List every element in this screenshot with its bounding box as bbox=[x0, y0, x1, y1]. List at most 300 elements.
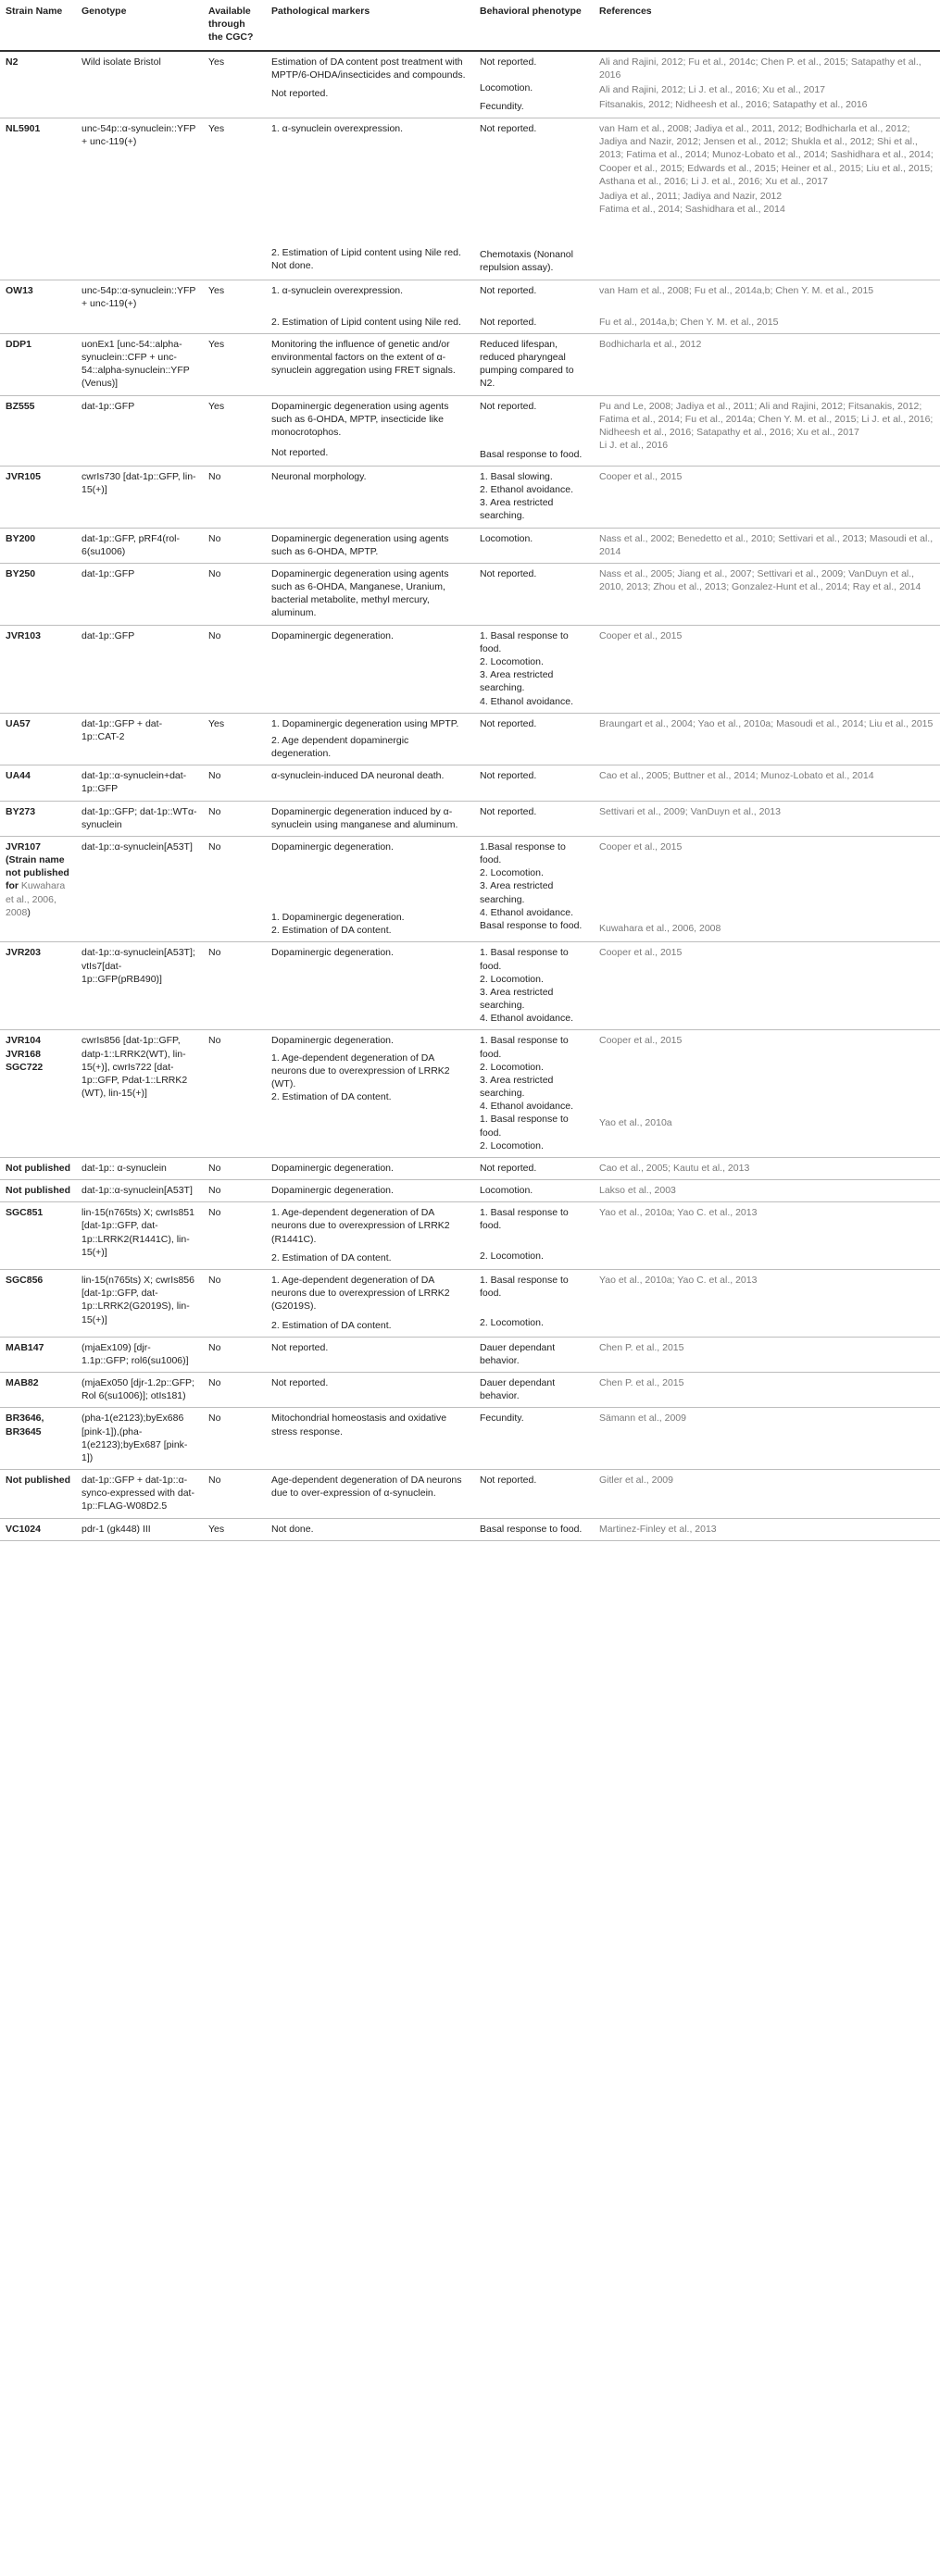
cgc-availability-cell: Yes bbox=[203, 1518, 266, 1540]
pathological-marker-cell bbox=[266, 563, 474, 625]
strain-name: BZ555 bbox=[6, 400, 35, 412]
behavioral-phenotype: 1. Basal response to food. 2. Locomotion. 3. Area restricted searching. 4. Ethanol avoidance. bbox=[480, 947, 573, 1025]
behavioral-phenotype: 1. Basal response to food. 2. Locomotion. 3. Area restricted searching. 4. Ethanol avoidance. bbox=[480, 1035, 573, 1113]
table-row bbox=[0, 1373, 940, 1408]
reference[interactable]: Fu et al., 2014a,b; Chen Y. M. et al., 2015 bbox=[599, 316, 779, 328]
table-row bbox=[0, 466, 940, 528]
pathological-marker-cell bbox=[266, 118, 474, 280]
behavioral-phenotype: Fecundity. bbox=[480, 100, 524, 112]
genotype-cell: dat-1p::GFP + dat-1p::α-synco-expressed with dat-1p::FLAG-W08D2.5 bbox=[76, 1470, 203, 1519]
reference[interactable]: Li J. et al., 2016 bbox=[599, 440, 669, 452]
reference-cell bbox=[594, 1180, 940, 1202]
reference-link[interactable]: Kuwahara et al., 2006, 2008 bbox=[6, 880, 66, 918]
behavioral-phenotype: Reduced lifespan, reduced pharyngeal pumping compared to N2. bbox=[480, 338, 574, 390]
behavioral-phenotype-cell bbox=[474, 1373, 594, 1408]
cgc-availability-cell: No bbox=[203, 466, 266, 528]
behavioral-phenotype-cell bbox=[474, 942, 594, 1030]
pathological-marker: Monitoring the influence of genetic and/or environmental factors on the extent of α-synuclein aggregation using FRET signals. bbox=[271, 338, 456, 377]
behavioral-phenotype-cell bbox=[474, 1202, 594, 1270]
table-row bbox=[0, 1180, 940, 1202]
pathological-marker: Neuronal morphology. bbox=[271, 470, 367, 482]
strain-name-cell bbox=[0, 836, 76, 942]
genotype-cell: dat-1p::α-synuclein[A53T]; vtIs7[dat-1p::GFP(pRB490)] bbox=[76, 942, 203, 1030]
pathological-marker: Dopaminergic degeneration using agents such as 6-OHDA, Manganese, Uranium, bacterial metabolite, methyl mercury, aluminum. bbox=[271, 567, 449, 619]
reference[interactable]: Yao et al., 2010a; Yao C. et al., 2013 bbox=[599, 1207, 758, 1219]
behavioral-phenotype: 2. Locomotion. bbox=[480, 1317, 544, 1329]
table-row bbox=[0, 528, 940, 563]
pathological-marker: Not done. bbox=[271, 1523, 314, 1535]
strain-name: Not published bbox=[6, 1475, 70, 1487]
reference-cell bbox=[594, 1030, 940, 1158]
genotype-cell: unc-54p::α-synuclein::YFP + unc-119(+) bbox=[76, 118, 203, 280]
genotype-cell: (pha-1(e2123);byEx686 [pink-1]),(pha-1(e2123);byEx687 [pink-1]) bbox=[76, 1408, 203, 1470]
strain-name-cell bbox=[0, 713, 76, 765]
behavioral-phenotype: Not reported. bbox=[480, 284, 537, 296]
pathological-marker: 1. α-synuclein overexpression. bbox=[271, 123, 404, 135]
pathological-marker-cell bbox=[266, 1518, 474, 1540]
behavioral-phenotype: Chemotaxis (Nonanol repulsion assay). bbox=[480, 249, 573, 274]
behavioral-phenotype: Basal response to food. bbox=[480, 919, 583, 931]
genotype-cell: uonEx1 [unc-54::alpha-synuclein::CFP + unc-54::alpha-synuclein::YFP (Venus)] bbox=[76, 333, 203, 395]
behavioral-phenotype-cell bbox=[474, 528, 594, 563]
strain-name: BY250 bbox=[6, 567, 36, 579]
genotype-cell: dat-1p:: α-synuclein bbox=[76, 1157, 203, 1179]
genotype-cell: dat-1p::GFP, pRF4(rol-6(su1006) bbox=[76, 528, 203, 563]
table-row bbox=[0, 1470, 940, 1519]
table-body bbox=[0, 51, 940, 1541]
pathological-marker-cell bbox=[266, 395, 474, 466]
pathological-marker-cell bbox=[266, 942, 474, 1030]
genotype-cell: unc-54p::α-synuclein::YFP + unc-119(+) bbox=[76, 280, 203, 333]
pathological-marker: Mitochondrial homeostasis and oxidative stress response. bbox=[271, 1412, 447, 1437]
cgc-availability-cell: No bbox=[203, 528, 266, 563]
cgc-availability-cell: No bbox=[203, 1180, 266, 1202]
strain-name-cell bbox=[0, 333, 76, 395]
genotype-cell: dat-1p::GFP + dat-1p::CAT-2 bbox=[76, 713, 203, 765]
reference[interactable]: Kuwahara et al., 2006, 2008 bbox=[599, 923, 721, 935]
pathological-marker: 2. Estimation of Lipid content using Nile red. Not done. bbox=[271, 247, 461, 272]
genotype-cell: dat-1p::GFP bbox=[76, 563, 203, 625]
table-row bbox=[0, 836, 940, 942]
behavioral-phenotype: Not reported. bbox=[480, 567, 537, 579]
strain-name: SGC856 bbox=[6, 1275, 44, 1286]
pathological-marker-cell bbox=[266, 51, 474, 118]
strain-name: UA57 bbox=[6, 717, 31, 729]
reference-cell bbox=[594, 466, 940, 528]
behavioral-phenotype: 2. Locomotion. bbox=[480, 1250, 544, 1262]
reference[interactable]: Martinez-Finley et al., 2013 bbox=[599, 1523, 717, 1535]
strain-name-cell bbox=[0, 1470, 76, 1519]
reference-cell bbox=[594, 942, 940, 1030]
strain-name-cell bbox=[0, 765, 76, 801]
behavioral-phenotype-cell bbox=[474, 1518, 594, 1540]
behavioral-phenotype-cell bbox=[474, 1157, 594, 1179]
pathological-marker-cell bbox=[266, 1157, 474, 1179]
pathological-marker-cell bbox=[266, 765, 474, 801]
strain-name: MAB147 bbox=[6, 1341, 44, 1353]
reference-cell bbox=[594, 51, 940, 118]
strain-name: JVR203 bbox=[6, 947, 41, 959]
behavioral-phenotype: Not reported. bbox=[480, 400, 537, 412]
column-header: Pathological markers bbox=[266, 0, 474, 51]
behavioral-phenotype-cell bbox=[474, 51, 594, 118]
column-header: Behavioral phenotype bbox=[474, 0, 594, 51]
cgc-availability-cell: Yes bbox=[203, 280, 266, 333]
reference-cell bbox=[594, 1202, 940, 1270]
genotype-cell: dat-1p::α-synuclein[A53T] bbox=[76, 1180, 203, 1202]
pathological-marker: α-synuclein-induced DA neuronal death. bbox=[271, 770, 445, 782]
reference[interactable]: Chen P. et al., 2015 bbox=[599, 1341, 684, 1353]
strain-name-suffix: ) bbox=[27, 906, 31, 918]
reference-cell bbox=[594, 1270, 940, 1338]
pathological-marker: 1. Age-dependent degeneration of DA neurons due to overexpression of LRRK2 (WT). 2. Estimation of DA content. bbox=[271, 1052, 450, 1103]
behavioral-phenotype: 1. Basal slowing. 2. Ethanol avoidance. 3. Area restricted searching. bbox=[480, 470, 573, 522]
strain-name: Not published bbox=[6, 1185, 70, 1197]
strain-name: OW13 bbox=[6, 284, 33, 296]
genotype-cell: dat-1p::GFP; dat-1p::WTα-synuclein bbox=[76, 801, 203, 836]
reference[interactable]: Settivari et al., 2009; VanDuyn et al., 2013 bbox=[599, 805, 781, 817]
behavioral-phenotype: Not reported. bbox=[480, 56, 537, 68]
table-row bbox=[0, 713, 940, 765]
pathological-marker: 1. Age-dependent degeneration of DA neurons due to overexpression of LRRK2 (G2019S). bbox=[271, 1275, 450, 1313]
pathological-marker-cell bbox=[266, 1030, 474, 1158]
table-row bbox=[0, 280, 940, 333]
behavioral-phenotype-cell bbox=[474, 1030, 594, 1158]
behavioral-phenotype-cell bbox=[474, 836, 594, 942]
behavioral-phenotype-cell bbox=[474, 713, 594, 765]
column-header: Genotype bbox=[76, 0, 203, 51]
pathological-marker: Dopaminergic degeneration using agents such as 6-OHDA, MPTP, insecticide like monocrotophos. bbox=[271, 400, 449, 438]
cgc-availability-cell: No bbox=[203, 1337, 266, 1372]
behavioral-phenotype: Basal response to food. bbox=[480, 1523, 583, 1535]
reference-cell bbox=[594, 1518, 940, 1540]
table-row bbox=[0, 333, 940, 395]
reference-cell bbox=[594, 713, 940, 765]
pathological-marker: Dopaminergic degeneration induced by α-synuclein using manganese and aluminum. bbox=[271, 805, 458, 830]
strain-name-prefix: JVR107 (Strain name not published for bbox=[6, 840, 69, 892]
strain-name-cell bbox=[0, 395, 76, 466]
pathological-marker-cell bbox=[266, 836, 474, 942]
cgc-availability-cell: Yes bbox=[203, 713, 266, 765]
strain-name-cell bbox=[0, 625, 76, 713]
reference-cell bbox=[594, 765, 940, 801]
behavioral-phenotype: Not reported. bbox=[480, 123, 537, 135]
genotype-cell: Wild isolate Bristol bbox=[76, 51, 203, 118]
table-row bbox=[0, 563, 940, 625]
reference[interactable]: Cooper et al., 2015 bbox=[599, 947, 683, 959]
strain-name-cell bbox=[0, 1408, 76, 1470]
table-row bbox=[0, 51, 940, 118]
behavioral-phenotype: Locomotion. bbox=[480, 1185, 533, 1197]
cgc-availability-cell: No bbox=[203, 942, 266, 1030]
genotype-cell: (mjaEx050 [djr-1.2p::GFP; Rol 6(su1006)]; otIs181) bbox=[76, 1373, 203, 1408]
reference-cell bbox=[594, 1337, 940, 1372]
behavioral-phenotype: Locomotion. bbox=[480, 532, 533, 544]
pathological-marker: Not reported. bbox=[271, 87, 329, 99]
reference[interactable]: Cooper et al., 2015 bbox=[599, 840, 683, 852]
behavioral-phenotype: Locomotion. bbox=[480, 81, 533, 93]
pathological-marker: Dopaminergic degeneration. bbox=[271, 1185, 394, 1197]
cgc-availability-cell: Yes bbox=[203, 118, 266, 280]
pathological-marker-cell bbox=[266, 1337, 474, 1372]
reference-cell bbox=[594, 1373, 940, 1408]
reference-cell bbox=[594, 280, 940, 333]
strain-name: MAB82 bbox=[6, 1377, 39, 1389]
cgc-availability-cell: No bbox=[203, 765, 266, 801]
reference[interactable]: van Ham et al., 2008; Fu et al., 2014a,b; Chen Y. M. et al., 2015 bbox=[599, 284, 874, 296]
strain-name-cell bbox=[0, 1373, 76, 1408]
behavioral-phenotype: Basal response to food. bbox=[480, 448, 583, 460]
cgc-availability-cell: No bbox=[203, 1270, 266, 1338]
behavioral-phenotype: Not reported. bbox=[480, 316, 537, 328]
cgc-availability-cell: No bbox=[203, 836, 266, 942]
behavioral-phenotype-cell bbox=[474, 1337, 594, 1372]
strain-name bbox=[6, 841, 69, 918]
pathological-marker-cell bbox=[266, 1408, 474, 1470]
reference[interactable]: Pu and Le, 2008; Jadiya et al., 2011; Ali and Rajini, 2012; Fitsanakis, 2012; Fatima et al., 2014; Fu et al., 2014a; Chen Y. M. et al., 2015; Li J. et al., 2016; Nidheesh et al., 2016; Satapathy et al., 2016; Xu et al., 2017 bbox=[599, 400, 934, 438]
column-header: Available through the CGC? bbox=[203, 0, 266, 51]
strain-name-cell bbox=[0, 942, 76, 1030]
cgc-availability-cell: Yes bbox=[203, 395, 266, 466]
behavioral-phenotype: Not reported. bbox=[480, 717, 537, 729]
reference[interactable]: Nass et al., 2002; Benedetto et al., 2010; Settivari et al., 2013; Masoudi et al., 2014 bbox=[599, 532, 934, 557]
behavioral-phenotype: Dauer dependant behavior. bbox=[480, 1341, 556, 1366]
pathological-marker-cell bbox=[266, 528, 474, 563]
strain-name: UA44 bbox=[6, 770, 31, 782]
strain-name: JVR105 bbox=[6, 470, 41, 482]
strain-name-cell bbox=[0, 1180, 76, 1202]
pathological-marker: Dopaminergic degeneration using agents such as 6-OHDA, MPTP. bbox=[271, 532, 449, 557]
cgc-availability-cell: No bbox=[203, 1202, 266, 1270]
strain-name-cell bbox=[0, 51, 76, 118]
pathological-marker: Age-dependent degeneration of DA neurons due to over-expression of α-synuclein. bbox=[271, 1475, 462, 1500]
strain-name-cell bbox=[0, 1030, 76, 1158]
genotype-cell: cwrIs730 [dat-1p::GFP, lin-15(+)] bbox=[76, 466, 203, 528]
strain-name-cell bbox=[0, 118, 76, 280]
cgc-availability-cell: No bbox=[203, 1157, 266, 1179]
behavioral-phenotype-cell bbox=[474, 118, 594, 280]
behavioral-phenotype-cell bbox=[474, 280, 594, 333]
table-row bbox=[0, 942, 940, 1030]
strain-name: SGC851 bbox=[6, 1207, 44, 1219]
table-row bbox=[0, 801, 940, 836]
genotype-cell: dat-1p::GFP bbox=[76, 625, 203, 713]
cgc-availability-cell: No bbox=[203, 1030, 266, 1158]
genotype-cell: dat-1p::α-synuclein+dat-1p::GFP bbox=[76, 765, 203, 801]
reference[interactable]: Ali and Rajini, 2012; Li J. et al., 2016; Xu et al., 2017 bbox=[599, 83, 825, 95]
reference[interactable]: Nass et al., 2005; Jiang et al., 2007; Settivari et al., 2009; VanDuyn et al., 2010, 2013; Zhou et al., 2013; Gonzalez-Hunt et al., 2014; Ray et al., 2014 bbox=[599, 567, 921, 593]
behavioral-phenotype-cell bbox=[474, 1270, 594, 1338]
strain-name: JVR103 bbox=[6, 629, 41, 641]
table-row bbox=[0, 1337, 940, 1372]
cgc-availability-cell: Yes bbox=[203, 333, 266, 395]
strain-name-cell bbox=[0, 1337, 76, 1372]
strain-name-cell bbox=[0, 1270, 76, 1338]
behavioral-phenotype-cell bbox=[474, 466, 594, 528]
pathological-marker: Not reported. bbox=[271, 1341, 329, 1353]
table-row bbox=[0, 118, 940, 280]
pathological-marker: Not reported. bbox=[271, 447, 329, 459]
strain-name-cell bbox=[0, 1157, 76, 1179]
reference[interactable]: Bodhicharla et al., 2012 bbox=[599, 338, 702, 350]
pathological-marker: Dopaminergic degeneration. bbox=[271, 629, 394, 641]
pathological-marker: 2. Age dependent dopaminergic degeneration. bbox=[271, 734, 409, 760]
genotype-cell: (mjaEx109) [djr-1.1p::GFP; rol6(su1006)] bbox=[76, 1337, 203, 1372]
behavioral-phenotype: 1. Basal response to food. bbox=[480, 1207, 569, 1232]
reference[interactable]: Cao et al., 2005; Kautu et al., 2013 bbox=[599, 1162, 750, 1174]
cgc-availability-cell: No bbox=[203, 1408, 266, 1470]
reference-cell bbox=[594, 836, 940, 942]
column-header: Strain Name bbox=[0, 0, 76, 51]
reference-cell bbox=[594, 395, 940, 466]
cgc-availability-cell: No bbox=[203, 563, 266, 625]
genotype-cell: dat-1p::GFP bbox=[76, 395, 203, 466]
reference[interactable]: Ali and Rajini, 2012; Fu et al., 2014c; Chen P. et al., 2015; Satapathy et al., 2016 bbox=[599, 56, 921, 81]
pathological-marker: Dopaminergic degeneration. bbox=[271, 1035, 394, 1047]
reference[interactable]: Lakso et al., 2003 bbox=[599, 1185, 676, 1197]
behavioral-phenotype: Not reported. bbox=[480, 1475, 537, 1487]
cgc-availability-cell: No bbox=[203, 801, 266, 836]
pathological-marker: Dopaminergic degeneration. bbox=[271, 840, 394, 852]
genotype-cell: pdr-1 (gk448) III bbox=[76, 1518, 203, 1540]
pathological-marker-cell bbox=[266, 466, 474, 528]
strain-name-cell bbox=[0, 528, 76, 563]
behavioral-phenotype: Not reported. bbox=[480, 805, 537, 817]
behavioral-phenotype-cell bbox=[474, 563, 594, 625]
strain-name-cell bbox=[0, 1518, 76, 1540]
strain-name: N2 bbox=[6, 56, 19, 68]
strain-name-cell bbox=[0, 1202, 76, 1270]
behavioral-phenotype: Fecundity. bbox=[480, 1412, 524, 1425]
strain-name: BY273 bbox=[6, 805, 36, 817]
table-row bbox=[0, 765, 940, 801]
pathological-marker-cell bbox=[266, 713, 474, 765]
behavioral-phenotype-cell bbox=[474, 1180, 594, 1202]
pathological-marker-cell bbox=[266, 333, 474, 395]
pathological-marker: Not reported. bbox=[271, 1377, 329, 1389]
cgc-availability-cell: No bbox=[203, 625, 266, 713]
table-row bbox=[0, 1202, 940, 1270]
strain-name-cell bbox=[0, 466, 76, 528]
behavioral-phenotype: Not reported. bbox=[480, 1162, 537, 1174]
behavioral-phenotype-cell bbox=[474, 765, 594, 801]
behavioral-phenotype-cell bbox=[474, 333, 594, 395]
behavioral-phenotype-cell bbox=[474, 1408, 594, 1470]
table-row bbox=[0, 1408, 940, 1470]
reference[interactable]: Cooper et al., 2015 bbox=[599, 629, 683, 641]
reference[interactable]: Yao et al., 2010a; Yao C. et al., 2013 bbox=[599, 1275, 758, 1286]
pathological-marker: 1. α-synuclein overexpression. bbox=[271, 284, 404, 296]
reference[interactable]: Gitler et al., 2009 bbox=[599, 1475, 673, 1487]
cgc-availability-cell: Yes bbox=[203, 51, 266, 118]
genotype-cell: cwrIs856 [dat-1p::GFP, datp-1::LRRK2(WT), lin-15(+)], cwrIs722 [dat-1p::GFP, Pdat-1::LRRK2 (WT), lin-15(+)] bbox=[76, 1030, 203, 1158]
behavioral-phenotype: 1. Basal response to food. bbox=[480, 1275, 569, 1300]
strain-name: BR3646, BR3645 bbox=[6, 1412, 44, 1437]
table-header-row bbox=[0, 0, 940, 51]
table-row bbox=[0, 625, 940, 713]
reference-cell bbox=[594, 118, 940, 280]
reference-cell bbox=[594, 1408, 940, 1470]
pathological-marker: 1. Dopaminergic degeneration. 2. Estimation of DA content. bbox=[271, 912, 405, 937]
pathological-marker: 2. Estimation of Lipid content using Nile red. bbox=[271, 316, 461, 328]
pathological-marker-cell bbox=[266, 625, 474, 713]
strain-name: VC1024 bbox=[6, 1523, 41, 1535]
cgc-availability-cell: No bbox=[203, 1470, 266, 1519]
cgc-availability-cell: No bbox=[203, 1373, 266, 1408]
reference[interactable]: Jadiya et al., 2011; Jadiya and Nazir, 2012 Fatima et al., 2014; Sashidhara et al., 2014 bbox=[599, 190, 785, 216]
pathological-marker-cell bbox=[266, 1470, 474, 1519]
genotype-cell: lin-15(n765ts) X; cwrIs856 [dat-1p::GFP, dat-1p::LRRK2(G2019S), lin-15(+)] bbox=[76, 1270, 203, 1338]
reference-cell bbox=[594, 1157, 940, 1179]
reference[interactable]: van Ham et al., 2008; Jadiya et al., 2011, 2012; Bodhicharla et al., 2012; Jadiya and Nazir, 2012; Jensen et al., 2012; Shukla et al., 2012; Shi et al., 2013; Fatima et al., 2014; Munoz-Lobato et al., 2014; Sashidhara et al., 2014; Cooper et al., 2015; Edwards et al., 2015; Heiner et al., 2015; Liu et al., 2015; Asthana et al., 2016; Li J. et al., 2016; Xu et al., 2017 bbox=[599, 123, 934, 187]
behavioral-phenotype: Not reported. bbox=[480, 770, 537, 782]
reference[interactable]: Yao et al., 2010a bbox=[599, 1116, 672, 1128]
pathological-marker: Estimation of DA content post treatment with MPTP/6-OHDA/insecticides and compounds. bbox=[271, 56, 466, 81]
genotype-cell: dat-1p::α-synuclein[A53T] bbox=[76, 836, 203, 942]
behavioral-phenotype-cell bbox=[474, 395, 594, 466]
behavioral-phenotype: Dauer dependant behavior. bbox=[480, 1377, 556, 1402]
reference-cell bbox=[594, 625, 940, 713]
pathological-marker: 2. Estimation of DA content. bbox=[271, 1319, 392, 1331]
strain-name: NL5901 bbox=[6, 123, 41, 135]
pathological-marker-cell bbox=[266, 280, 474, 333]
behavioral-phenotype: 1. Basal response to food. 2. Locomotion. bbox=[480, 1114, 569, 1151]
strain-name-cell bbox=[0, 563, 76, 625]
behavioral-phenotype: 1. Basal response to food. 2. Locomotion. 3. Area restricted searching. 4. Ethanol avoidance. bbox=[480, 629, 573, 707]
column-header: References bbox=[594, 0, 940, 51]
pathological-marker-cell bbox=[266, 1202, 474, 1270]
strain-name-cell bbox=[0, 801, 76, 836]
behavioral-phenotype-cell bbox=[474, 625, 594, 713]
pathological-marker: 2. Estimation of DA content. bbox=[271, 1251, 392, 1263]
strain-name: JVR104 JVR168 SGC722 bbox=[6, 1035, 44, 1073]
reference[interactable]: Fitsanakis, 2012; Nidheesh et al., 2016; Satapathy et al., 2016 bbox=[599, 99, 868, 111]
reference[interactable]: Cooper et al., 2015 bbox=[599, 1035, 683, 1047]
pathological-marker: Dopaminergic degeneration. bbox=[271, 947, 394, 959]
behavioral-phenotype-cell bbox=[474, 801, 594, 836]
strain-name: DDP1 bbox=[6, 338, 32, 350]
strain-name-cell bbox=[0, 280, 76, 333]
strain-name: BY200 bbox=[6, 532, 36, 544]
pathological-marker: Dopaminergic degeneration. bbox=[271, 1162, 394, 1174]
reference[interactable]: Cao et al., 2005; Buttner et al., 2014; Munoz-Lobato et al., 2014 bbox=[599, 770, 874, 782]
reference-cell bbox=[594, 528, 940, 563]
pathological-marker-cell bbox=[266, 1373, 474, 1408]
reference-cell bbox=[594, 333, 940, 395]
reference[interactable]: Chen P. et al., 2015 bbox=[599, 1377, 684, 1389]
reference-cell bbox=[594, 801, 940, 836]
behavioral-phenotype: 1.Basal response to food. 2. Locomotion. 3. Area restricted searching. 4. Ethanol avoidance. bbox=[480, 840, 573, 918]
reference[interactable]: Braungart et al., 2004; Yao et al., 2010a; Masoudi et al., 2014; Liu et al., 2015 bbox=[599, 717, 934, 729]
table-row bbox=[0, 1270, 940, 1338]
reference-cell bbox=[594, 563, 940, 625]
pathological-marker: 1. Age-dependent degeneration of DA neurons due to overexpression of LRRK2 (R1441C). bbox=[271, 1207, 450, 1245]
reference[interactable]: Cooper et al., 2015 bbox=[599, 470, 683, 482]
pathological-marker: 1. Dopaminergic degeneration using MPTP. bbox=[271, 717, 459, 729]
reference-cell bbox=[594, 1470, 940, 1519]
pathological-marker-cell bbox=[266, 801, 474, 836]
reference[interactable]: Sämann et al., 2009 bbox=[599, 1412, 686, 1425]
strain-name: Not published bbox=[6, 1162, 70, 1174]
table-row bbox=[0, 1518, 940, 1540]
table-row bbox=[0, 395, 940, 466]
table-row bbox=[0, 1157, 940, 1179]
pathological-marker-cell bbox=[266, 1180, 474, 1202]
table-row bbox=[0, 1030, 940, 1158]
genotype-cell: lin-15(n765ts) X; cwrIs851 [dat-1p::GFP, dat-1p::LRRK2(R1441C), lin-15(+)] bbox=[76, 1202, 203, 1270]
pathological-marker-cell bbox=[266, 1270, 474, 1338]
behavioral-phenotype-cell bbox=[474, 1470, 594, 1519]
